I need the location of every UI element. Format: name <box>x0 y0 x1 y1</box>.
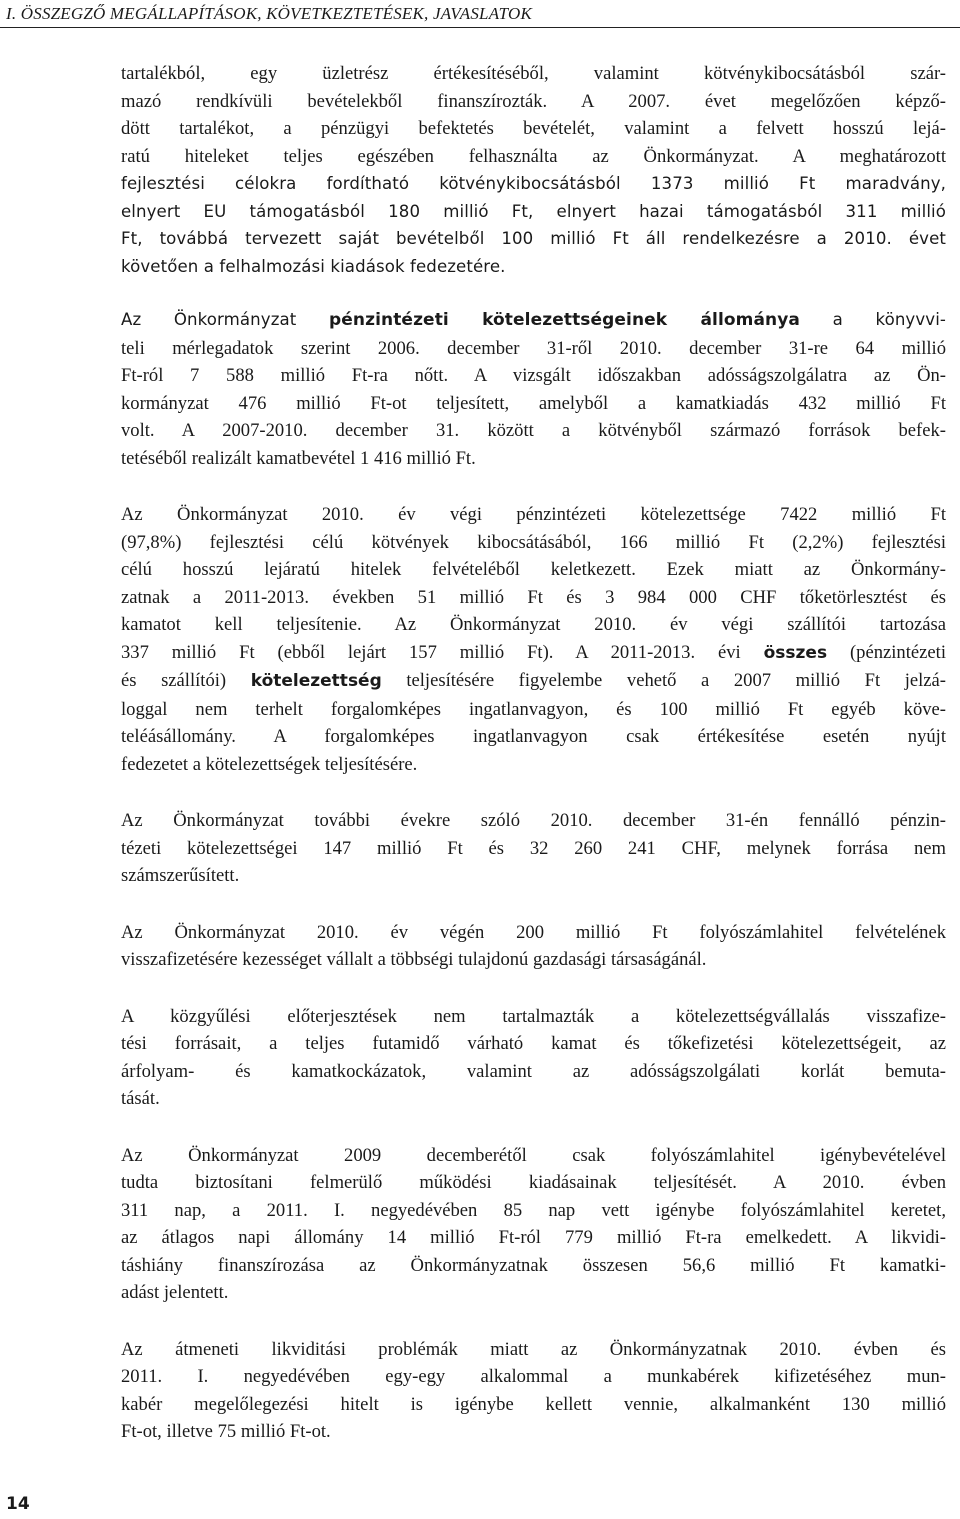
text-line: követően a felhalmozási kiadások fedezetére. <box>121 256 506 276</box>
text-run: 337 millió Ft (ebből lejárt 157 millió Ft). A 2011-2013. évi <box>121 641 764 663</box>
paragraph-1 <box>121 60 946 280</box>
text-line: dött tartalékot, a pénzügyi befektetés bevételét, valamint a felvett hosszú lejá- <box>121 118 946 139</box>
text-line: Az Önkormányzat 2010. év végén 200 millió Ft folyószámlahitel felvételének <box>121 921 946 943</box>
text-run: Az Önkormányzat <box>121 310 329 329</box>
text-run: a könyvvi- <box>800 310 946 329</box>
paragraph-4 <box>121 807 946 890</box>
text-line: volt. A 2007-2010. december 31. között a kötvényből származó források befek- <box>121 420 946 441</box>
emphasis-text: kötelezettség <box>250 671 382 691</box>
text-line: árfolyam- és kamatkockázatok, valamint az adósságszolgálati korlát bemuta- <box>121 1060 946 1082</box>
paragraph-6 <box>121 1003 946 1113</box>
text-run: (pénzintézeti <box>827 641 946 663</box>
text-line: Ft-ról 7 588 millió Ft-ra nőtt. A vizsgált időszakban adósságszolgálatra az Ön- <box>121 365 946 386</box>
emphasis-text: összes <box>763 642 828 663</box>
text-line: Az Önkormányzat 2010. év végi pénzintézeti kötelezettsége 7422 millió Ft <box>121 504 946 525</box>
paragraph-2 <box>121 306 946 472</box>
text-line: fedezetet a kötelezettségek teljesítésére. <box>121 753 418 775</box>
paragraph-3 <box>121 501 946 778</box>
text-line: elnyert EU támogatásból 180 millió Ft, elnyert hazai támogatásból 311 millió <box>121 201 946 221</box>
text-line: számszerűsített. <box>121 865 240 886</box>
text-line: adást jelentett. <box>121 1282 229 1303</box>
text-run: teljesítésére figyelembe vehető a 2007 millió Ft jelzá- <box>381 670 946 691</box>
text-line: loggal nem terhelt forgalomképes ingatlanvagyon, és 100 millió Ft egyéb köve- <box>121 698 946 720</box>
text-line: fejlesztési célokra fordítható kötvénykibocsátásból 1373 millió Ft maradvány, <box>121 174 946 193</box>
text-line <box>121 306 946 335</box>
text-line: (97,8%) fejlesztési célú kötvények kibocsátásából, 166 millió Ft (2,2%) fejlesztési <box>121 531 946 553</box>
page-number: 14 <box>6 1494 30 1514</box>
text-line: táshiány finanszírozása az Önkormányzatnak összesen 56,6 millió Ft kamatki- <box>121 1254 946 1276</box>
text-line: az átlagos napi állomány 14 millió Ft-ról 779 millió Ft-ra emelkedett. A likvidi- <box>121 1227 946 1248</box>
text-line: tézeti kötelezettségei 147 millió Ft és 32 260 241 CHF, melynek forrása nem <box>121 837 946 859</box>
text-line: tudta biztosítani felmerülő működési kiadásainak teljesítését. A 2010. évben <box>121 1172 946 1193</box>
text-line <box>121 667 946 696</box>
text-line: tartalékból, egy üzletrész értékesítéséből, valamint kötvénykibocsátásból szár- <box>121 63 946 84</box>
text-line: 311 nap, a 2011. I. negyedévében 85 nap vett igénybe folyószámlahitel keretet, <box>121 1199 946 1221</box>
text-line: célú hosszú lejáratú hitelek felvételéből keletkezett. Ezek miatt az Önkormány- <box>121 559 946 580</box>
text-run: és szállítói) <box>121 670 251 691</box>
document-body <box>121 60 946 1475</box>
paragraph-8 <box>121 1336 946 1446</box>
text-line: Az Önkormányzat 2009 decemberétől csak folyószámlahitel igénybevételével <box>121 1144 946 1166</box>
text-line: kabér megelőlegezési hitelt is igénybe kellett vennie, alkalmanként 130 millió <box>121 1393 946 1415</box>
text-line: zatnak a 2011-2013. években 51 millió Ft és 3 984 000 CHF tőketörlesztést és <box>121 586 946 608</box>
text-line: Az Önkormányzat további évekre szóló 2010. december 31-én fennálló pénzin- <box>121 810 946 831</box>
text-line: tását. <box>121 1088 160 1109</box>
text-line: kamatot kell teljesítenie. Az Önkormányzat 2010. év végi szállítói tartozása <box>121 614 946 635</box>
text-line: visszafizetésére kezességet vállalt a többségi tulajdonú gazdasági társaságánál. <box>121 949 707 970</box>
text-line: mazó rendkívüli bevételekből finanszírozták. A 2007. évet megelőzően képző- <box>121 90 946 112</box>
paragraph-5 <box>121 919 946 974</box>
text-line: ratú hiteleket teljes egészében felhasználta az Önkormányzat. A meghatározott <box>121 145 946 167</box>
text-line: kormányzat 476 millió Ft-ot teljesített, amelyből a kamatkiadás 432 millió Ft <box>121 392 946 414</box>
emphasis-text: pénzintézeti kötelezettségeinek állománya <box>328 310 800 330</box>
text-line: tési forrásait, a teljes futamidő várható kamat és tőkefizetési kötelezettségeit, az <box>121 1033 946 1054</box>
text-line: teli mérlegadatok szerint 2006. december 31-ről 2010. december 31-re 64 millió <box>121 337 946 359</box>
text-line: tetéséből realizált kamatbevétel 1 416 millió Ft. <box>121 447 476 469</box>
text-line: Ft-ot, illetve 75 millió Ft-ot. <box>121 1421 331 1442</box>
text-line: A közgyűlési előterjesztések nem tartalmazták a kötelezettségvállalás visszafize- <box>121 1005 946 1027</box>
header-rule <box>0 27 960 28</box>
running-header: I. ÖSSZEGZŐ MEGÁLLAPÍTÁSOK, KÖVETKEZTETÉSEK, JAVASLATOK <box>6 4 533 23</box>
text-line: teléásállomány. A forgalomképes ingatlanvagyon csak értékesítése esetén nyújt <box>121 726 946 747</box>
text-line: 2011. I. negyedévében egy-egy alkalommal a munkabérek kifizetéséhez mun- <box>121 1366 946 1387</box>
text-line: Ft, továbbá tervezett saját bevételből 100 millió Ft áll rendelkezésre a 2010. évet <box>121 229 946 248</box>
text-line: Az átmeneti likviditási problémák miatt az Önkormányzatnak 2010. évben és <box>121 1338 946 1360</box>
text-line <box>121 639 946 668</box>
paragraph-7 <box>121 1142 946 1307</box>
